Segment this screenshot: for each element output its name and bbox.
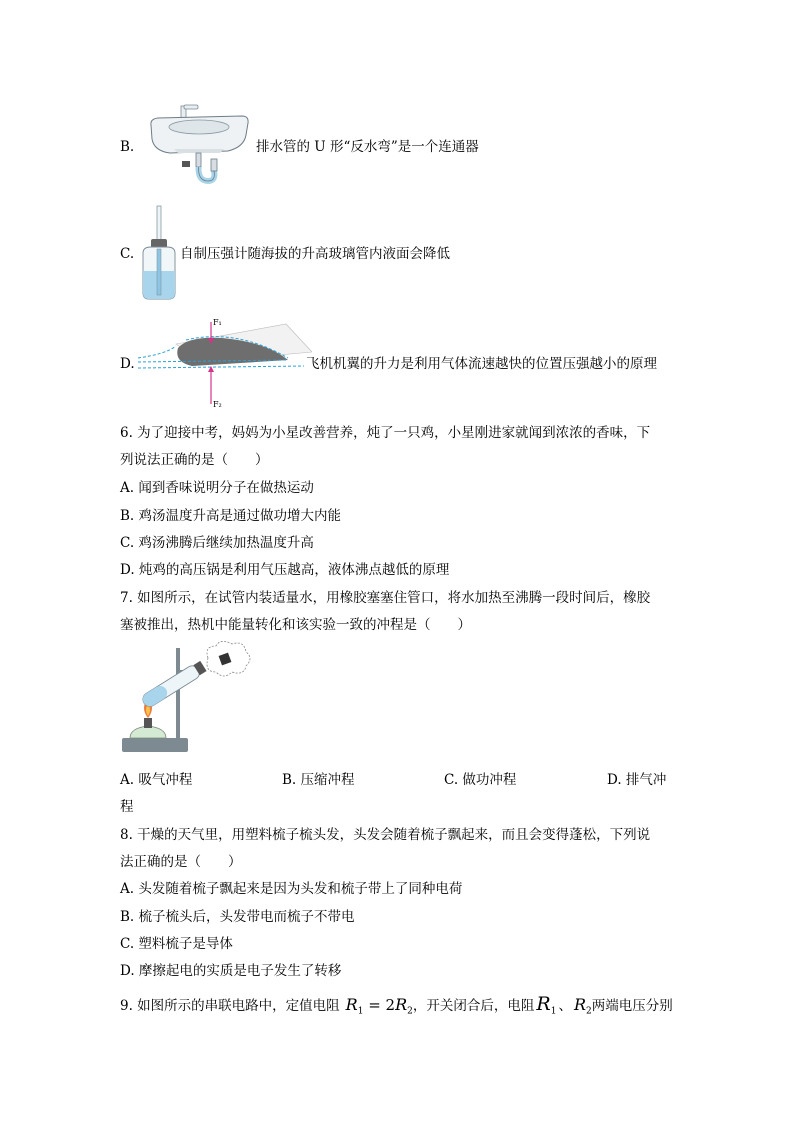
q9-eq-r2: R xyxy=(395,995,408,1014)
q5-option-c-text: 自制压强计随海拔的升高玻璃管内液面会降低 xyxy=(180,246,450,262)
q9-suffix: 两端电压分别 xyxy=(591,998,673,1014)
q6-option-d: D. 炖鸡的高压锅是利用气压越高，液体沸点越低的原理 xyxy=(120,562,450,578)
q9-sep: 、 xyxy=(558,998,572,1014)
q5-option-d-text: 飞机机翼的升力是利用气体流速越快的位置压强越小的原理 xyxy=(306,356,657,372)
q6-stem-line2: 列说法正确的是（ ） xyxy=(120,452,269,468)
q9-prefix: 9. 如图所示的串联电路中，定值电阻 xyxy=(120,998,340,1014)
q9-middle: ，开关闭合后，电阻 xyxy=(412,998,535,1014)
q5-option-c-label: C. xyxy=(120,246,135,262)
q6-option-b: B. 鸡汤温度升高是通过做功增大内能 xyxy=(120,508,342,524)
q8-option-a: A. 头发随着梳子飘起来是因为头发和梳子带上了同种电荷 xyxy=(120,881,463,897)
q9-r1: R xyxy=(536,993,551,1015)
q9-r2: R xyxy=(573,995,586,1014)
q9-eq-r1: R xyxy=(345,995,358,1014)
q7-stem-line2: 塞被推出，热机中能量转化和该实验一致的冲程是（ ） xyxy=(120,617,471,633)
q9-eq-r1-sub: 1 xyxy=(357,1006,364,1017)
q7-option-c: C. 做功冲程 xyxy=(444,772,517,788)
sink-drain-trap-figure xyxy=(148,103,252,189)
force-label-f1: F₁ xyxy=(213,318,222,327)
q5-option-d-label: D. xyxy=(120,356,135,372)
q7-stem-line1: 7. 如图所示，在试管内装适量水，用橡胶塞塞住管口，将水加热至沸腾一段时间后，橡胶 xyxy=(120,590,651,606)
q8-stem-line2: 法正确的是（ ） xyxy=(120,854,242,870)
airplane-wing-figure xyxy=(136,318,312,412)
force-label-f2: F₂ xyxy=(213,400,222,409)
q5-option-b-text: 排水管的 U 形“反水弯”是一个连通器 xyxy=(256,139,479,155)
q7-option-a: A. 吸气冲程 xyxy=(120,772,193,788)
q7-option-d: D. 排气冲 xyxy=(607,772,667,788)
q8-stem-line1: 8. 干燥的天气里，用塑料梳子梳头发，头发会随着梳子飘起来，而且会变得蓬松，下列说 xyxy=(120,827,651,843)
q9-eq-mid: = 2 xyxy=(363,996,396,1014)
q8-option-b: B. 梳子梳头后，头发带电而梳子不带电 xyxy=(120,909,355,925)
q9-r1-sub: 1 xyxy=(550,1006,557,1017)
q7-option-b: B. 压缩冲程 xyxy=(282,772,355,788)
q8-option-c: C. 塑料梳子是导体 xyxy=(120,936,233,952)
q9-r2-sub: 2 xyxy=(585,1006,592,1017)
q7-option-d-wrap: 程 xyxy=(120,799,134,815)
q6-option-a: A. 闻到香味说明分子在做热运动 xyxy=(120,480,314,496)
q8-option-d: D. 摩擦起电的实质是电子发生了转移 xyxy=(120,963,342,979)
homemade-barometer-figure xyxy=(137,205,181,301)
q5-option-b-label: B. xyxy=(120,139,135,155)
q6-option-c: C. 鸡汤沸腾后继续加热温度升高 xyxy=(120,535,314,551)
q9-eq-r2-sub: 2 xyxy=(407,1006,413,1017)
q6-stem-line1: 6. 为了迎接中考，妈妈为小星改善营养，炖了一只鸡，小星刚进家就闻到浓浓的香味，下 xyxy=(120,425,651,441)
test-tube-heating-figure xyxy=(120,640,252,758)
q9-stem xyxy=(120,995,673,1021)
